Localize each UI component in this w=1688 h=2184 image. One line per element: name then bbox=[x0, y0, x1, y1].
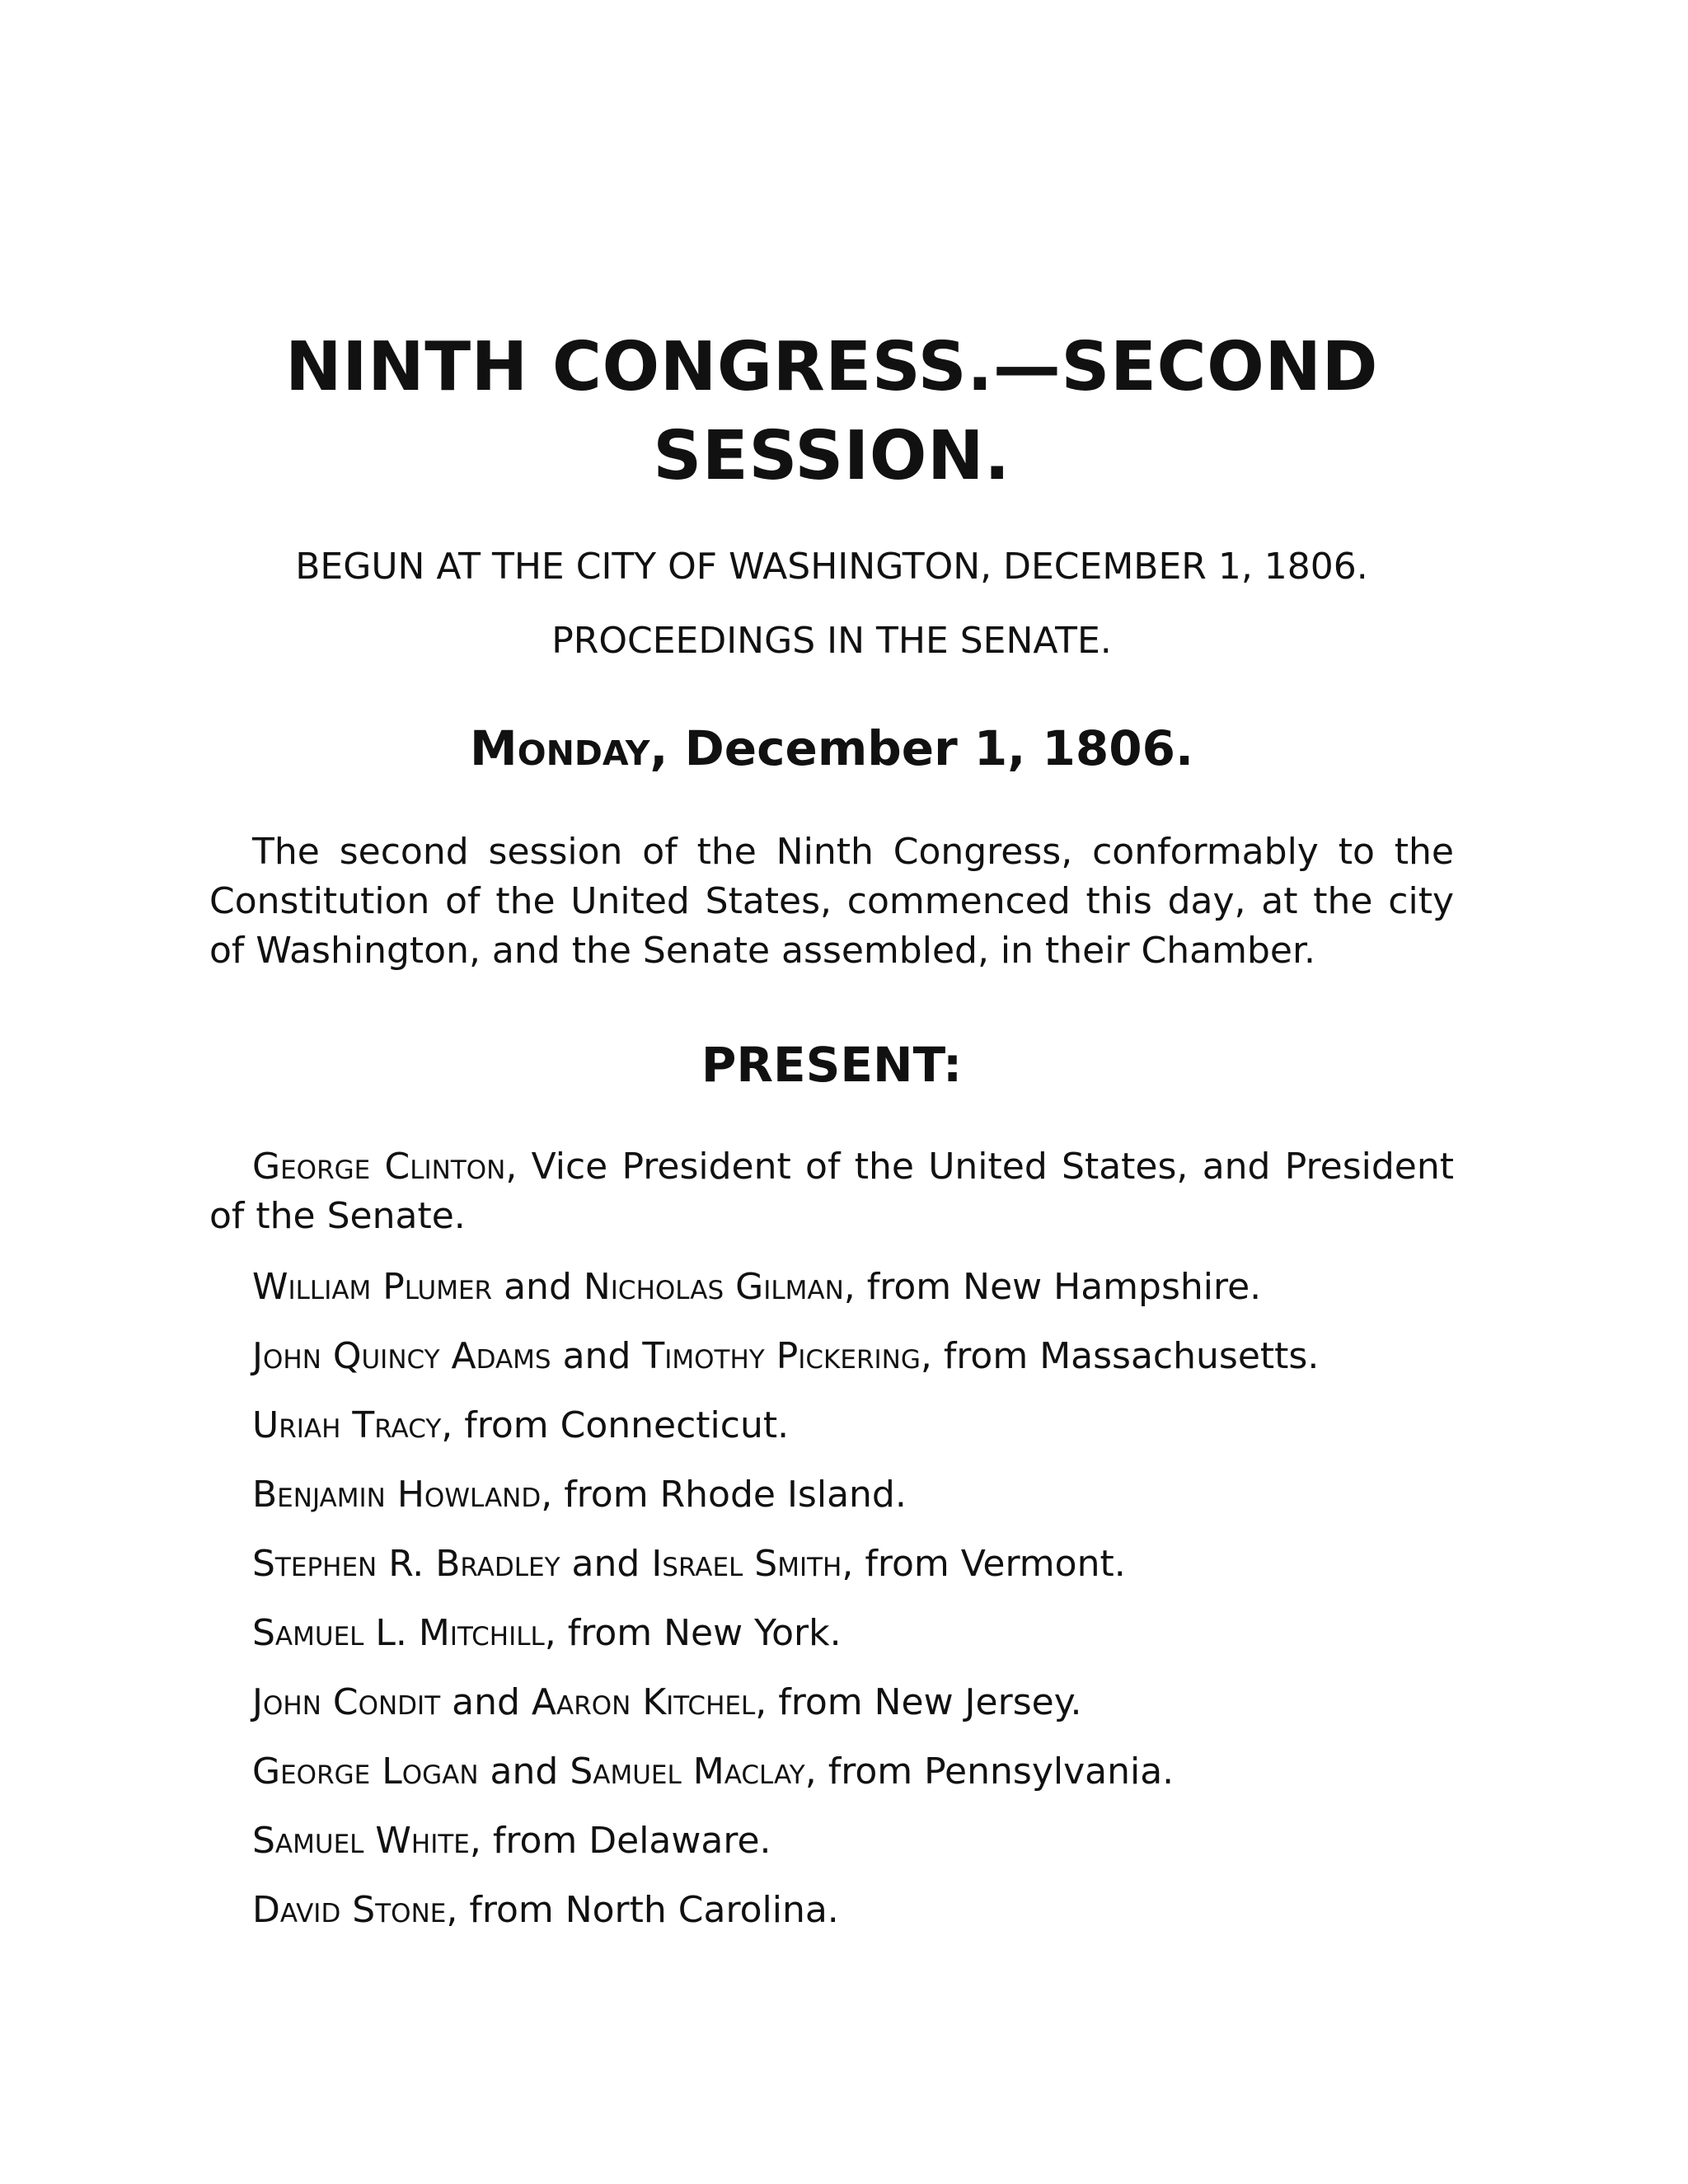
senator-conjunction: and bbox=[478, 1750, 570, 1793]
senator-state: , from Pennsylvania. bbox=[804, 1750, 1175, 1793]
senator-entry bbox=[252, 1401, 1454, 1470]
senator-state: , from Delaware. bbox=[469, 1820, 771, 1862]
senator-entry bbox=[252, 1263, 1454, 1332]
senator-name: David Stone bbox=[252, 1889, 447, 1931]
vice-president-text: , Vice President of the United States, and President of the Senate. bbox=[209, 1146, 1454, 1237]
page-title: NINTH CONGRESS.—SECOND SESSION. bbox=[284, 328, 1379, 495]
senator-state: , from North Carolina. bbox=[446, 1889, 839, 1931]
senator-state: , from Rhode Island. bbox=[541, 1474, 907, 1516]
senator-name: William Plumer bbox=[252, 1266, 493, 1308]
senator-state: , from Massachusetts. bbox=[920, 1335, 1320, 1377]
date-weekday: Monday bbox=[470, 720, 650, 776]
date-heading bbox=[209, 715, 1454, 781]
senator-state: , from New Jersey. bbox=[755, 1681, 1082, 1723]
present-heading: PRESENT: bbox=[701, 1037, 963, 1093]
senator-state: , from New York. bbox=[544, 1612, 842, 1654]
vice-president-entry bbox=[209, 1142, 1454, 1241]
senator-name: Samuel L. Mitchill bbox=[252, 1612, 545, 1654]
senator-name: John Condit bbox=[252, 1681, 441, 1723]
senator-entry bbox=[252, 1609, 1454, 1678]
senator-state: , from Vermont. bbox=[842, 1543, 1126, 1585]
senator-name: Benjamin Howland bbox=[252, 1474, 542, 1516]
senator-name: Uriah Tracy bbox=[252, 1404, 442, 1446]
senator-conjunction: and bbox=[551, 1335, 643, 1377]
session-begun-line: BEGUN AT THE CITY OF WASHINGTON, DECEMBER 1, 1806. bbox=[295, 546, 1368, 588]
date-text: , December 1, 1806. bbox=[649, 720, 1193, 776]
proceedings-heading: PROCEEDINGS IN THE SENATE. bbox=[551, 620, 1112, 662]
senator-state: , from Connecticut. bbox=[441, 1404, 790, 1446]
senator-name: Nicholas Gilman bbox=[583, 1266, 844, 1308]
senator-conjunction: and bbox=[492, 1266, 584, 1308]
senator-name: Timothy Pickering bbox=[642, 1335, 921, 1377]
senator-name: Samuel Maclay bbox=[570, 1750, 805, 1793]
senator-entry bbox=[252, 1747, 1454, 1816]
senator-entry bbox=[252, 1816, 1454, 1886]
senator-name: Israel Smith bbox=[651, 1543, 842, 1585]
senator-list bbox=[252, 1263, 1454, 1955]
senator-name: Aaron Kitchel bbox=[531, 1681, 756, 1723]
senator-entry bbox=[252, 1678, 1454, 1747]
senator-name: Stephen R. Bradley bbox=[252, 1543, 560, 1585]
senator-state: , from New Hampshire. bbox=[843, 1266, 1262, 1308]
senator-name: Samuel White bbox=[252, 1820, 470, 1862]
senator-entry bbox=[252, 1332, 1454, 1401]
senator-entry bbox=[252, 1540, 1454, 1609]
vice-president-name: George Clinton bbox=[252, 1146, 506, 1188]
intro-paragraph: The second session of the Ninth Congress, conformably to the Constitution of the United States, commenced this day, at the city of Washington, and the Senate assembled, in their Chamber. bbox=[209, 831, 1454, 972]
senator-entry bbox=[252, 1470, 1454, 1540]
senator-entry bbox=[252, 1886, 1454, 1955]
senator-name: John Quincy Adams bbox=[252, 1335, 551, 1377]
senator-name: George Logan bbox=[252, 1750, 479, 1793]
senator-conjunction: and bbox=[440, 1681, 532, 1723]
senator-conjunction: and bbox=[560, 1543, 652, 1585]
